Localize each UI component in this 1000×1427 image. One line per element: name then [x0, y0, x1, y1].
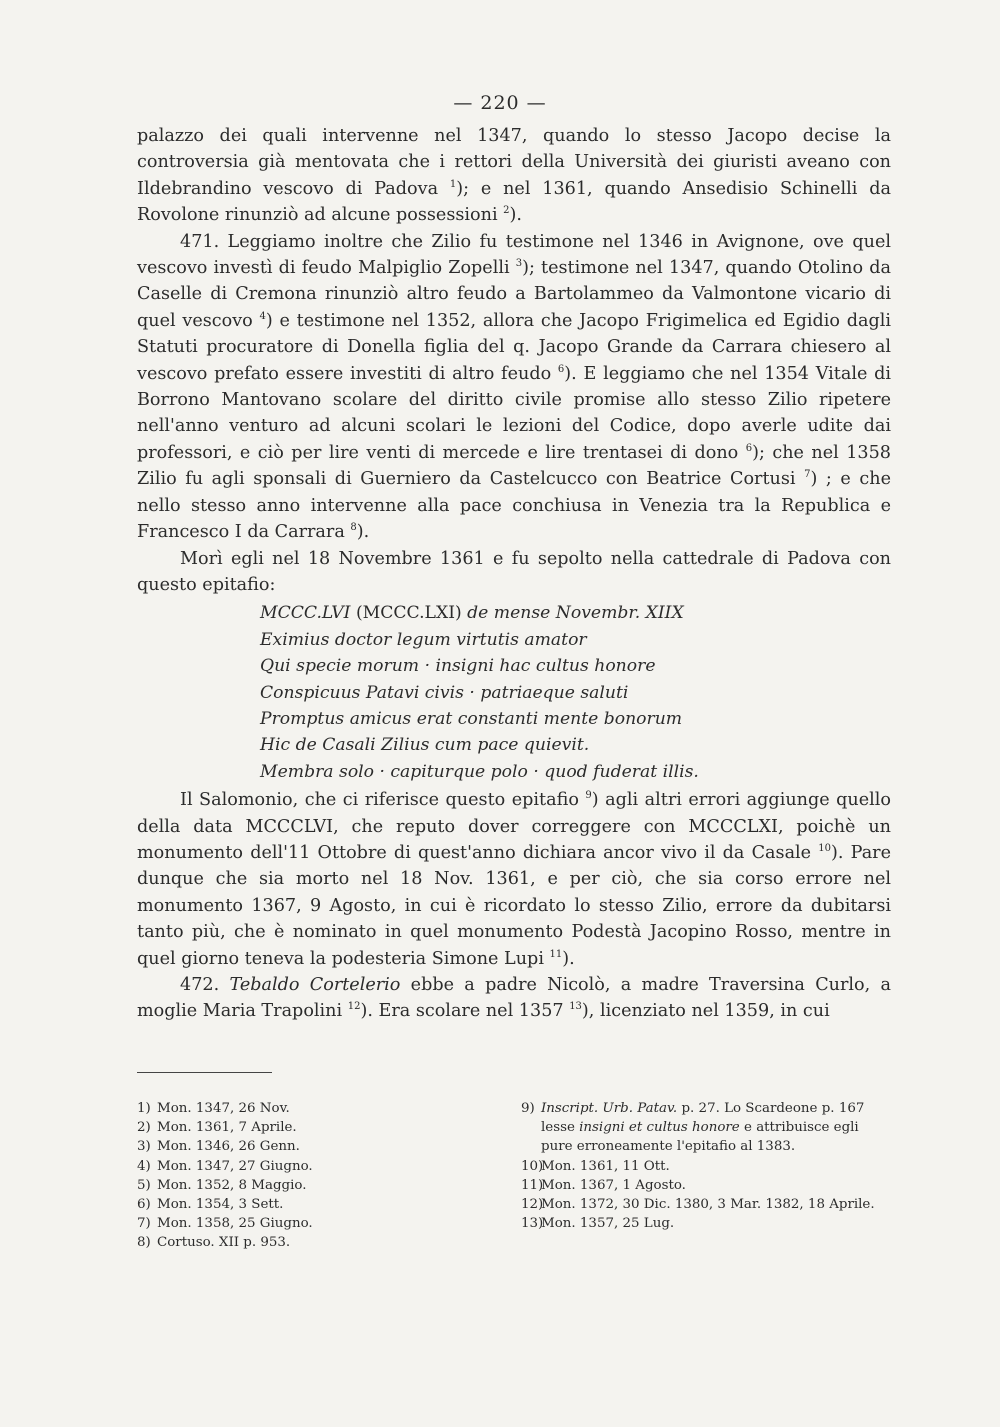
text-run: palazzo dei quali intervenne nel 1347, quando lo stesso Jacopo decise la controversia già mentovata che i rettori della Università dei giuristi aveano con Ildebrandino vescovo di Padova — [137, 126, 891, 199]
citation-title: Inscript. Urb. Patav. — [541, 1101, 678, 1116]
footnote-ref: 2 — [503, 205, 510, 217]
footnote-number: 6) — [137, 1197, 151, 1213]
footnote-text: Mon. 1347, 26 Nov. — [157, 1101, 290, 1116]
text-run: ; e che nello stesso anno intervenne alla pace conchiusa in Venezia tra la Republica e Francesco I da Carrara — [137, 469, 892, 543]
text-run: . E leggiamo che nel 1354 Vitale di Borrono Mantovano scolare del diritto civile promise allo stesso Zilio ripetere nell'anno venturo ad alcuni scolari le lezioni del Codice, dopo averle udite dai professori, e ciò per lire venti di mercede e lire trentasei di dono — [137, 363, 891, 463]
footnote-number: 1) — [137, 1101, 151, 1116]
footnote-ref: 13 — [569, 1001, 582, 1013]
footnote-ref: 8 — [350, 522, 357, 534]
footnote-text: Mon. 1346, 26 Genn. — [157, 1139, 300, 1155]
footnote-number: 11) — [521, 1177, 544, 1193]
epitaph-line: Hic de Casali Zilius cum pace quievit. — [260, 735, 590, 756]
text-run: MCCC.LVI — [260, 603, 351, 624]
text-run: ). — [509, 205, 523, 226]
footnote-text: Mon. 1354, 3 Sett. — [157, 1197, 284, 1213]
footnote-number: 13) — [521, 1216, 544, 1232]
footnote-ref: 7 — [804, 469, 811, 481]
text-run: ; che nel 1358 Zilio fu agli sponsali di Guerniero da Castelcucco con Beatrice Cortusi — [137, 442, 891, 490]
text-run: ), licenziato nel 1359, in cui — [581, 1001, 830, 1022]
footnote-ref: 1 — [449, 178, 457, 190]
footnote-ref: 11 — [549, 948, 563, 960]
text-run: ; e nel 1361, quando Ansedisio Schinelli da Rovolone rinunziò ad alcune possessioni — [137, 178, 891, 226]
footnote — [137, 1176, 467, 1195]
epitaph-line: Conspicuus Patavi civis · patriaeque saluti — [260, 682, 629, 703]
epitaph-line: Membra solo · capiturque polo · quod fuderat illis. — [260, 761, 699, 782]
footnote-ref: 12 — [347, 1001, 361, 1013]
footnote — [137, 1137, 467, 1156]
text-run: ebbe a padre Nicolò, a madre Traversina Curlo, a moglie Maria Trapolini — [137, 975, 891, 1022]
footnote — [521, 1176, 891, 1195]
person-name: Tebaldo Cortelerio — [229, 975, 401, 995]
footnote — [137, 1233, 467, 1252]
footnote — [521, 1099, 891, 1157]
paragraph-471: 471. Leggiamo inoltre che Zilio fu testimone nel 1346 in Avignone, ove quel vescovo investì di feudo Malpiglio Zopelli $^3$); testimone nel 1347, quando Otolino da Caselle di Cremona rinunziò altro feudo a Bartolammeo da Valmontone vicario di quel vescovo $^4$) e testimone nel 1352, allora che Jacopo Frigimelica ed Egidio dagli Statuti procuratore di Donella figlia del q. Jacopo Grande da Carrara chiesero al vescovo prefato essere investiti di altro feudo $^6$). E leggiamo che nel 1354 Vitale di Borrono Mantovano scolare del diritto civile promise allo stesso Zilio ripetere nell'anno venturo ad alcuni scolari le lezioni del Codice, dopo averle udite dai professori, e ciò per lire venti di mercede e lire trentasei di dono $^6$); che nel 1358 Zilio fu agli sponsali di Guerniero da Castelcucco con Beatrice Cortusi $^7$) ; e che nello stesso anno intervenne alla pace conchiusa in Venezia tra la Republica e Francesco I da Carrara $^8$). — [137, 231, 892, 543]
paragraph: palazzo dei quali intervenne nel 1347, quando lo stesso Jacopo decise la controversia già mentovata che i rettori della Università dei giuristi aveano con Ildebrandino vescovo di Padova $^1$); e nel 1361, quando Ansedisio Schinelli da Rovolone rinunziò ad alcune possessioni $^2$). — [137, 126, 891, 226]
footnote-text: Mon. 1357, 25 Lug. — [541, 1216, 675, 1232]
text-run: ). Era scolare nel 1357 — [360, 1001, 564, 1022]
footnote-number: 2) — [137, 1120, 151, 1136]
paragraph: Il Salomonio, che ci riferisce questo epitafio $^9$) agli altri errori aggiunge quello della data MCCCLVI, che reputo dover correggere con MCCCLXI, poichè un monumento dell'11 Ottobre di quest'anno dichiara ancor vivo il da Casale $^{10}$). Pare dunque che sia morto nel 18 Nov. 1361, e per ciò, che sia corso errore nel monumento 1367, 9 Agosto, in cui è ricordato lo stesso Zilio, errore da dubitarsi tanto più, che è nominato in quel monumento Podestà Jacopino Rosso, mentre in quel giorno teneva la podesteria Simone Lupi $^{11}$). — [137, 790, 892, 969]
epitaph-line: Promptus amicus erat constanti mente bonorum — [260, 708, 683, 729]
footnote-text: Mon. 1367, 1 Agosto. — [541, 1177, 686, 1193]
footnote-ref: 3 — [515, 258, 523, 270]
text-run: (MCCC.LXI) — [350, 603, 468, 624]
footnote-text: Mon. 1347, 27 Giugno. — [157, 1158, 313, 1174]
footnote — [137, 1099, 467, 1118]
epitaph-line — [260, 600, 891, 626]
text-run: ; testimone nel 1347, quando Otolino da Caselle di Cremona rinunziò altro feudo a Bartolammeo da Valmontone vicario di quel vescovo — [137, 258, 891, 331]
footnote-text: Cortuso. XII p. 953. — [157, 1235, 291, 1251]
footnote-ref: 6 — [557, 363, 565, 375]
text-run: 471. Leggiamo inoltre che Zilio fu testimone nel 1346 in Avignone, ove quel vescovo investì di feudo Malpiglio Zopelli — [137, 231, 891, 279]
footnote-number: 5) — [137, 1177, 151, 1193]
footnote-text: e attribuisce egli pure erroneamente l'epitafio al 1383. — [541, 1120, 859, 1155]
footnote-number: 4) — [137, 1158, 151, 1174]
text-run: ). Pare dunque che sia morto nel 18 Nov. 1361, e per ciò, che sia corso errore nel monumento 1367, 9 Agosto, in cui è ricordato lo stesso Zilio, errore da dubitarsi tanto più, che è nominato in quel monumento Podestà Jacopino Rosso, mentre in quel giorno teneva la podesteria Simone Lupi — [137, 842, 892, 969]
page-number: — 220 — — [453, 92, 547, 114]
text-run: agli altri errori aggiunge quello della data MCCCLVI, che reputo dover correggere con MCCCLXI, poichè un monumento dell'11 Ottobre di quest'anno dichiara ancor vivo il da Casale — [137, 790, 891, 863]
footnote-text: Mon. 1361, 11 Ott. — [541, 1158, 670, 1174]
footnote — [521, 1157, 891, 1176]
footnote-number: 9) — [521, 1101, 535, 1116]
footnote-text: p. 27. Lo Scardeone p. 167 lesse — [541, 1101, 865, 1136]
footnotes-right — [521, 1099, 891, 1233]
footnote-text: Mon. 1361, 7 Aprile. — [157, 1120, 297, 1136]
text-run: ). — [356, 522, 370, 543]
footnote — [521, 1195, 891, 1214]
text-run: ). — [562, 948, 575, 969]
footnote — [137, 1118, 467, 1137]
footnote-divider — [137, 1072, 272, 1073]
footnote-number: 7) — [137, 1216, 151, 1232]
text-run: Il Salomonio, che ci riferisce questo epitafio — [180, 790, 579, 811]
text-run: 472. — [180, 975, 230, 995]
footnote-text: Mon. 1372, 30 Dic. 1380, 3 Mar. 1382, 18 Aprile. — [541, 1197, 875, 1213]
footnote-number: 8) — [137, 1235, 151, 1251]
footnote-number: 3) — [137, 1139, 151, 1155]
footnote — [137, 1195, 467, 1214]
epitaph-line: Eximius doctor legum virtutis amator — [260, 629, 587, 650]
footnote-text: Mon. 1358, 25 Giugno. — [157, 1216, 313, 1232]
epitaph-line: Qui specie morum · insigni hac cultus honore — [260, 656, 656, 677]
footnotes-left — [137, 1099, 467, 1253]
text-run: e testimone nel 1352, allora che Jacopo Frigimelica ed Egidio dagli Statuti procuratore di Donella figlia del q. Jacopo Grande da Carrara chiesero al vescovo prefato essere investiti di altro feudo — [137, 310, 891, 384]
footnote-number: 10) — [521, 1158, 544, 1174]
footnote — [521, 1214, 891, 1233]
footnote-ref: 4 — [259, 310, 266, 322]
quoted-phrase: insigni et cultus honore — [579, 1120, 740, 1136]
footnote — [137, 1214, 467, 1233]
main-text — [137, 123, 891, 1025]
footnote — [137, 1157, 467, 1176]
footnote-number: 12) — [521, 1197, 544, 1213]
footnote-text: Mon. 1352, 8 Maggio. — [157, 1177, 307, 1193]
footnote-ref: 9 — [585, 790, 592, 802]
footnote-ref: 10 — [818, 843, 832, 855]
paragraph-472 — [137, 972, 891, 1025]
text-run: de mense Novembr. XIIX — [467, 603, 684, 624]
paragraph: Morì egli nel 18 Novembre 1361 e fu sepolto nella cattedrale di Padova con questo epitafio: — [137, 548, 891, 595]
footnote-ref: 6 — [745, 443, 753, 455]
epitaph — [260, 600, 891, 785]
